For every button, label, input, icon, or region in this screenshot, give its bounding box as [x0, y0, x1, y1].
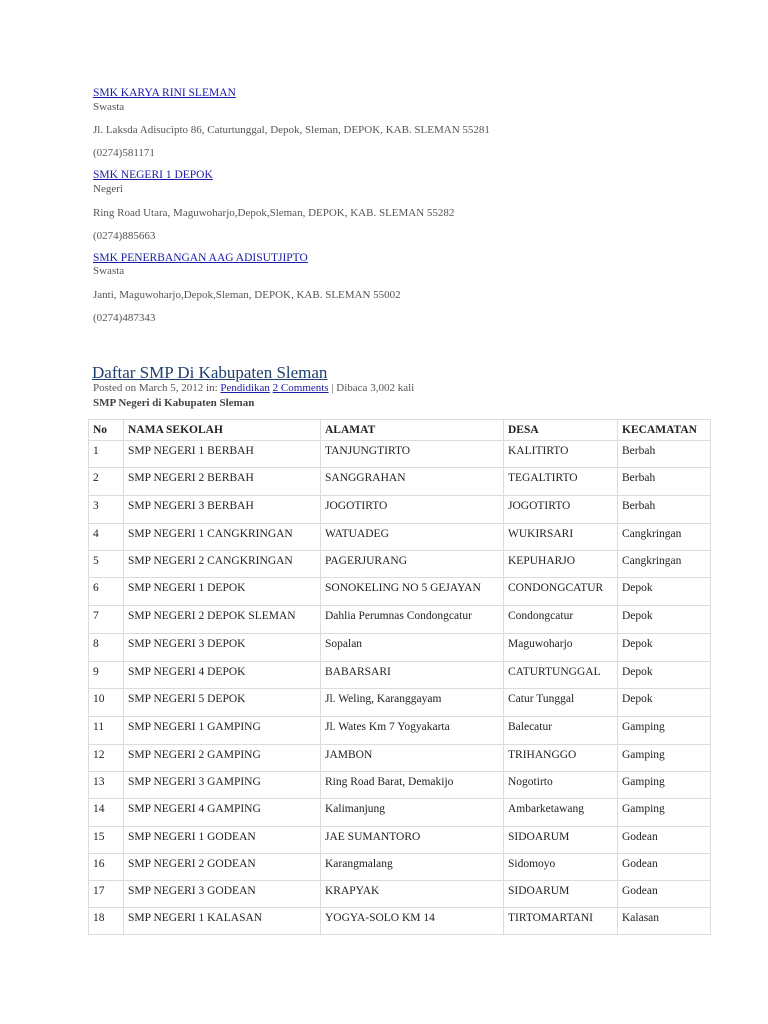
table-row — [89, 662, 711, 689]
cell-no: 8 — [89, 634, 124, 662]
cell-no: 17 — [89, 881, 124, 908]
cell-kecamatan: Cangkringan — [618, 524, 711, 551]
cell-kecamatan: Gamping — [618, 717, 711, 745]
post-meta — [93, 382, 414, 394]
cell-alamat: Kalimanjung — [321, 799, 504, 827]
table-row — [89, 441, 711, 468]
cell-no: 16 — [89, 854, 124, 881]
cell-nama-sekolah: SMP NEGERI 3 DEPOK — [124, 634, 321, 662]
table-row — [89, 551, 711, 578]
cell-alamat: YOGYA-SOLO KM 14 — [321, 908, 504, 935]
cell-desa: SIDOARUM — [504, 881, 618, 908]
cell-alamat: JAMBON — [321, 745, 504, 772]
school-type: Swasta — [93, 265, 125, 277]
cell-kecamatan: Berbah — [618, 441, 711, 468]
school-phone: (0274)885663 — [93, 230, 156, 242]
view-count: | Dibaca 3,002 kali — [328, 382, 415, 394]
table-row — [89, 524, 711, 551]
cell-alamat: BABARSARI — [321, 662, 504, 689]
cell-desa: CONDONGCATUR — [504, 578, 618, 606]
header-kecamatan: KECAMATAN — [618, 420, 711, 441]
cell-desa: CATURTUNGGAL — [504, 662, 618, 689]
school-link[interactable]: SMK PENERBANGAN AAG ADISUTJIPTO — [93, 252, 308, 264]
cell-kecamatan: Cangkringan — [618, 551, 711, 578]
cell-kecamatan: Kalasan — [618, 908, 711, 935]
cell-alamat: KRAPYAK — [321, 881, 504, 908]
table-row — [89, 908, 711, 935]
cell-nama-sekolah: SMP NEGERI 1 KALASAN — [124, 908, 321, 935]
cell-nama-sekolah: SMP NEGERI 2 BERBAH — [124, 468, 321, 496]
cell-alamat: Jl. Weling, Karanggayam — [321, 689, 504, 717]
cell-no: 10 — [89, 689, 124, 717]
cell-desa: SIDOARUM — [504, 827, 618, 854]
cell-alamat: JOGOTIRTO — [321, 496, 504, 524]
cell-kecamatan: Depok — [618, 634, 711, 662]
cell-alamat: Jl. Wates Km 7 Yogyakarta — [321, 717, 504, 745]
cell-kecamatan: Depok — [618, 689, 711, 717]
cell-kecamatan: Godean — [618, 854, 711, 881]
cell-desa: Sidomoyo — [504, 854, 618, 881]
cell-nama-sekolah: SMP NEGERI 1 GAMPING — [124, 717, 321, 745]
cell-nama-sekolah: SMP NEGERI 1 GODEAN — [124, 827, 321, 854]
table-row — [89, 717, 711, 745]
school-link[interactable]: SMK NEGERI 1 DEPOK — [93, 169, 213, 181]
cell-alamat: WATUADEG — [321, 524, 504, 551]
cell-kecamatan: Gamping — [618, 799, 711, 827]
header-desa: DESA — [504, 420, 618, 441]
cell-desa: Ambarketawang — [504, 799, 618, 827]
cell-nama-sekolah: SMP NEGERI 3 BERBAH — [124, 496, 321, 524]
smp-table — [88, 419, 711, 935]
cell-kecamatan: Berbah — [618, 468, 711, 496]
cell-desa: Nogotirto — [504, 772, 618, 799]
cell-kecamatan: Depok — [618, 606, 711, 634]
cell-alamat: SONOKELING NO 5 GEJAYAN — [321, 578, 504, 606]
cell-nama-sekolah: SMP NEGERI 4 GAMPING — [124, 799, 321, 827]
cell-no: 9 — [89, 662, 124, 689]
cell-no: 4 — [89, 524, 124, 551]
cell-desa: TEGALTIRTO — [504, 468, 618, 496]
cell-desa: WUKIRSARI — [504, 524, 618, 551]
cell-desa: JOGOTIRTO — [504, 496, 618, 524]
cell-kecamatan: Gamping — [618, 745, 711, 772]
table-row — [89, 799, 711, 827]
header-nama-sekolah: NAMA SEKOLAH — [124, 420, 321, 441]
cell-alamat: Sopalan — [321, 634, 504, 662]
school-address: Janti, Maguwoharjo,Depok,Sleman, DEPOK, KAB. SLEMAN 55002 — [93, 289, 401, 301]
post-title[interactable]: Daftar SMP Di Kabupaten Sleman — [92, 363, 328, 382]
cell-kecamatan: Godean — [618, 827, 711, 854]
table-row — [89, 606, 711, 634]
table-body — [89, 441, 711, 935]
section-subheading: SMP Negeri di Kabupaten Sleman — [93, 397, 255, 409]
cell-desa: KEPUHARJO — [504, 551, 618, 578]
cell-desa: Maguwoharjo — [504, 634, 618, 662]
cell-alamat: TANJUNGTIRTO — [321, 441, 504, 468]
table-header-row — [89, 420, 711, 441]
cell-nama-sekolah: SMP NEGERI 3 GODEAN — [124, 881, 321, 908]
cell-nama-sekolah: SMP NEGERI 4 DEPOK — [124, 662, 321, 689]
cell-kecamatan: Berbah — [618, 496, 711, 524]
cell-alamat: SANGGRAHAN — [321, 468, 504, 496]
cell-kecamatan: Depok — [618, 578, 711, 606]
cell-desa: Condongcatur — [504, 606, 618, 634]
comments-link[interactable]: 2 Comments — [272, 382, 329, 394]
cell-no: 12 — [89, 745, 124, 772]
cell-nama-sekolah: SMP NEGERI 2 DEPOK SLEMAN — [124, 606, 321, 634]
cell-desa: Catur Tunggal — [504, 689, 618, 717]
cell-desa: Balecatur — [504, 717, 618, 745]
cell-alamat: Karangmalang — [321, 854, 504, 881]
cell-no: 14 — [89, 799, 124, 827]
cell-nama-sekolah: SMP NEGERI 2 GODEAN — [124, 854, 321, 881]
cell-nama-sekolah: SMP NEGERI 1 BERBAH — [124, 441, 321, 468]
post-date: Posted on March 5, 2012 in: — [93, 382, 221, 394]
school-type: Swasta — [93, 101, 125, 113]
cell-no: 5 — [89, 551, 124, 578]
table-row — [89, 689, 711, 717]
table-row — [89, 578, 711, 606]
cell-alamat: Ring Road Barat, Demakijo — [321, 772, 504, 799]
school-address: Ring Road Utara, Maguwoharjo,Depok,Sleman, DEPOK, KAB. SLEMAN 55282 — [93, 207, 455, 219]
school-link[interactable]: SMK KARYA RINI SLEMAN — [93, 87, 236, 99]
school-phone: (0274)487343 — [93, 312, 156, 324]
table-row — [89, 496, 711, 524]
cell-kecamatan: Godean — [618, 881, 711, 908]
cell-nama-sekolah: SMP NEGERI 5 DEPOK — [124, 689, 321, 717]
table-row — [89, 772, 711, 799]
cell-nama-sekolah: SMP NEGERI 3 GAMPING — [124, 772, 321, 799]
cell-no: 2 — [89, 468, 124, 496]
school-phone: (0274)581171 — [93, 147, 155, 159]
cell-no: 6 — [89, 578, 124, 606]
category-link[interactable]: Pendidikan — [220, 382, 270, 394]
header-alamat: ALAMAT — [321, 420, 504, 441]
school-type: Negeri — [93, 183, 123, 195]
header-no: No — [89, 420, 124, 441]
cell-no: 11 — [89, 717, 124, 745]
cell-nama-sekolah: SMP NEGERI 2 GAMPING — [124, 745, 321, 772]
table-row — [89, 745, 711, 772]
cell-desa: KALITIRTO — [504, 441, 618, 468]
cell-no: 13 — [89, 772, 124, 799]
table-row — [89, 634, 711, 662]
cell-no: 15 — [89, 827, 124, 854]
cell-alamat: Dahlia Perumnas Condongcatur — [321, 606, 504, 634]
cell-nama-sekolah: SMP NEGERI 1 DEPOK — [124, 578, 321, 606]
cell-nama-sekolah: SMP NEGERI 2 CANGKRINGAN — [124, 551, 321, 578]
cell-alamat: PAGERJURANG — [321, 551, 504, 578]
cell-no: 1 — [89, 441, 124, 468]
cell-no: 3 — [89, 496, 124, 524]
cell-desa: TIRTOMARTANI — [504, 908, 618, 935]
cell-nama-sekolah: SMP NEGERI 1 CANGKRINGAN — [124, 524, 321, 551]
cell-no: 7 — [89, 606, 124, 634]
cell-desa: TRIHANGGO — [504, 745, 618, 772]
cell-alamat: JAE SUMANTORO — [321, 827, 504, 854]
table-row — [89, 854, 711, 881]
cell-kecamatan: Gamping — [618, 772, 711, 799]
cell-no: 18 — [89, 908, 124, 935]
school-address: Jl. Laksda Adisucipto 86, Caturtunggal, Depok, Sleman, DEPOK, KAB. SLEMAN 55281 — [93, 124, 490, 136]
cell-kecamatan: Depok — [618, 662, 711, 689]
table-row — [89, 827, 711, 854]
table-row — [89, 468, 711, 496]
table-row — [89, 881, 711, 908]
